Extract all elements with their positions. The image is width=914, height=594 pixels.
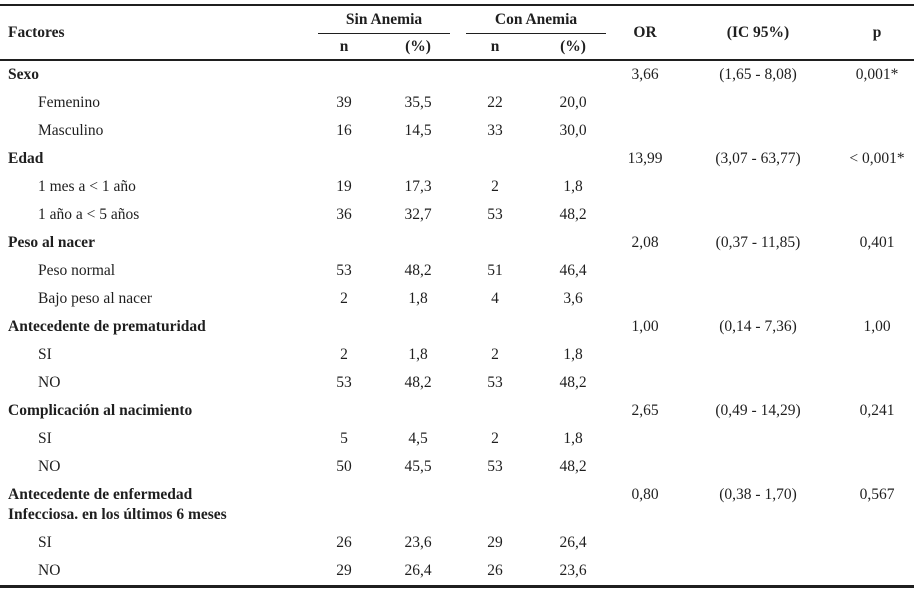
level-label: Femenino bbox=[38, 94, 100, 111]
empty-cell bbox=[840, 425, 914, 453]
empty-cell bbox=[310, 145, 378, 173]
n-value: 5 bbox=[340, 430, 348, 447]
or-value: 0,80 bbox=[631, 486, 659, 503]
empty-cell bbox=[532, 481, 614, 529]
column-header-or: OR bbox=[614, 5, 676, 60]
column-header-pct-sin: (%) bbox=[378, 34, 458, 60]
or-value: 13,99 bbox=[627, 150, 663, 167]
n-value: 4 bbox=[491, 290, 499, 307]
column-header-pct-con: (%) bbox=[532, 34, 614, 60]
empty-cell bbox=[614, 341, 676, 369]
ci-value: (1,65 - 8,08) bbox=[719, 66, 797, 83]
empty-cell bbox=[614, 201, 676, 229]
n-value: 53 bbox=[487, 206, 503, 223]
n-value: 39 bbox=[336, 94, 352, 111]
empty-cell bbox=[378, 229, 458, 257]
level-row bbox=[0, 285, 914, 313]
header-row-groups bbox=[0, 5, 914, 34]
level-row bbox=[0, 529, 914, 557]
n-value: 2 bbox=[491, 346, 499, 363]
empty-cell bbox=[532, 145, 614, 173]
factor-name: Antecedente de enfermedad Infecciosa. en los últimos 6 meses bbox=[8, 486, 227, 523]
empty-cell bbox=[532, 397, 614, 425]
empty-cell bbox=[840, 529, 914, 557]
level-label: 1 año a < 5 años bbox=[38, 206, 140, 223]
pct-value: 14,5 bbox=[404, 122, 432, 139]
column-header-n-sin: n bbox=[310, 34, 378, 60]
empty-cell bbox=[310, 397, 378, 425]
level-label: SI bbox=[38, 346, 52, 363]
factor-name: Complicación al nacimiento bbox=[8, 402, 193, 419]
pct-value: 48,2 bbox=[404, 262, 432, 279]
n-value: 2 bbox=[340, 290, 348, 307]
empty-cell bbox=[676, 173, 840, 201]
p-value: 0,567 bbox=[859, 486, 895, 503]
n-value: 53 bbox=[487, 374, 503, 391]
empty-cell bbox=[840, 341, 914, 369]
ci-value: (0,37 - 11,85) bbox=[715, 234, 801, 251]
pct-value: 1,8 bbox=[408, 290, 428, 307]
pct-value: 20,0 bbox=[559, 94, 587, 111]
n-value: 26 bbox=[487, 562, 503, 579]
pct-value: 1,8 bbox=[563, 178, 583, 195]
factor-name: Sexo bbox=[8, 66, 39, 83]
pct-value: 1,8 bbox=[408, 346, 428, 363]
pct-value: 26,4 bbox=[404, 562, 432, 579]
pct-value: 26,4 bbox=[559, 534, 587, 551]
table-header bbox=[0, 5, 914, 60]
level-row bbox=[0, 369, 914, 397]
factor-row-enfermedad-infecciosa bbox=[0, 481, 914, 529]
level-label: SI bbox=[38, 534, 52, 551]
n-value: 26 bbox=[336, 534, 352, 551]
or-value: 3,66 bbox=[631, 66, 659, 83]
empty-cell bbox=[378, 397, 458, 425]
pct-value: 35,5 bbox=[404, 94, 432, 111]
level-row bbox=[0, 117, 914, 145]
pct-value: 48,2 bbox=[404, 374, 432, 391]
empty-cell bbox=[614, 89, 676, 117]
column-group-con-anemia bbox=[458, 5, 614, 34]
empty-cell bbox=[676, 341, 840, 369]
level-label: Bajo peso al nacer bbox=[38, 290, 153, 307]
p-value: 1,00 bbox=[863, 318, 891, 335]
pct-value: 23,6 bbox=[559, 562, 587, 579]
empty-cell bbox=[458, 60, 532, 89]
pct-value: 46,4 bbox=[559, 262, 587, 279]
column-group-sin-anemia bbox=[310, 5, 458, 34]
empty-cell bbox=[840, 453, 914, 481]
n-value: 29 bbox=[336, 562, 352, 579]
empty-cell bbox=[378, 313, 458, 341]
n-value: 2 bbox=[340, 346, 348, 363]
pct-value: 30,0 bbox=[559, 122, 587, 139]
empty-cell bbox=[840, 557, 914, 587]
pct-value: 1,8 bbox=[563, 430, 583, 447]
ci-value: (0,49 - 14,29) bbox=[715, 402, 801, 419]
pct-value: 45,5 bbox=[404, 458, 432, 475]
risk-factors-table bbox=[0, 4, 914, 588]
n-value: 53 bbox=[487, 458, 503, 475]
empty-cell bbox=[840, 173, 914, 201]
factor-name: Edad bbox=[8, 150, 44, 167]
level-label: NO bbox=[38, 374, 61, 391]
pct-value: 17,3 bbox=[404, 178, 432, 195]
empty-cell bbox=[458, 145, 532, 173]
empty-cell bbox=[676, 557, 840, 587]
column-header-ci: (IC 95%) bbox=[676, 5, 840, 60]
empty-cell bbox=[840, 117, 914, 145]
level-label: Masculino bbox=[38, 122, 104, 139]
pct-value: 48,2 bbox=[559, 374, 587, 391]
n-value: 2 bbox=[491, 178, 499, 195]
empty-cell bbox=[458, 229, 532, 257]
or-value: 2,65 bbox=[631, 402, 659, 419]
empty-cell bbox=[614, 369, 676, 397]
empty-cell bbox=[676, 369, 840, 397]
pct-value: 48,2 bbox=[559, 458, 587, 475]
empty-cell bbox=[614, 557, 676, 587]
empty-cell bbox=[532, 60, 614, 89]
n-value: 2 bbox=[491, 430, 499, 447]
level-row bbox=[0, 425, 914, 453]
level-row bbox=[0, 201, 914, 229]
sin-anemia-label: Sin Anemia bbox=[318, 10, 450, 34]
empty-cell bbox=[676, 201, 840, 229]
empty-cell bbox=[614, 529, 676, 557]
empty-cell bbox=[840, 201, 914, 229]
factor-row-sexo bbox=[0, 60, 914, 89]
p-value: 0,001* bbox=[855, 66, 899, 83]
level-label: 1 mes a < 1 año bbox=[38, 178, 136, 195]
table-body bbox=[0, 60, 914, 587]
factor-row-peso bbox=[0, 229, 914, 257]
factor-row-edad bbox=[0, 145, 914, 173]
empty-cell bbox=[676, 425, 840, 453]
empty-cell bbox=[378, 481, 458, 529]
level-label: Peso normal bbox=[38, 262, 116, 279]
empty-cell bbox=[458, 397, 532, 425]
empty-cell bbox=[614, 173, 676, 201]
con-anemia-label: Con Anemia bbox=[466, 10, 606, 34]
n-value: 36 bbox=[336, 206, 352, 223]
level-row bbox=[0, 173, 914, 201]
empty-cell bbox=[532, 229, 614, 257]
level-row bbox=[0, 341, 914, 369]
empty-cell bbox=[310, 481, 378, 529]
empty-cell bbox=[840, 285, 914, 313]
pct-value: 48,2 bbox=[559, 206, 587, 223]
level-label: NO bbox=[38, 458, 61, 475]
pct-value: 3,6 bbox=[563, 290, 583, 307]
empty-cell bbox=[310, 313, 378, 341]
level-row bbox=[0, 89, 914, 117]
level-label: SI bbox=[38, 430, 52, 447]
n-value: 51 bbox=[487, 262, 503, 279]
empty-cell bbox=[614, 257, 676, 285]
column-header-factores: Factores bbox=[0, 5, 310, 60]
empty-cell bbox=[532, 313, 614, 341]
empty-cell bbox=[676, 453, 840, 481]
pct-value: 1,8 bbox=[563, 346, 583, 363]
empty-cell bbox=[676, 117, 840, 145]
empty-cell bbox=[310, 229, 378, 257]
empty-cell bbox=[378, 145, 458, 173]
or-value: 2,08 bbox=[631, 234, 659, 251]
factor-name: Peso al nacer bbox=[8, 234, 95, 251]
n-value: 53 bbox=[336, 374, 352, 391]
column-header-p: p bbox=[840, 5, 914, 60]
level-row bbox=[0, 453, 914, 481]
p-value: 0,401 bbox=[859, 234, 895, 251]
empty-cell bbox=[676, 89, 840, 117]
empty-cell bbox=[614, 453, 676, 481]
p-value: 0,241 bbox=[859, 402, 895, 419]
n-value: 19 bbox=[336, 178, 352, 195]
empty-cell bbox=[614, 285, 676, 313]
n-value: 22 bbox=[487, 94, 503, 111]
factor-name: Antecedente de prematuridad bbox=[8, 318, 206, 335]
empty-cell bbox=[676, 257, 840, 285]
empty-cell bbox=[840, 369, 914, 397]
or-value: 1,00 bbox=[631, 318, 659, 335]
n-value: 16 bbox=[336, 122, 352, 139]
factor-row-complicacion bbox=[0, 397, 914, 425]
p-value: < 0,001* bbox=[849, 150, 905, 167]
empty-cell bbox=[840, 257, 914, 285]
pct-value: 32,7 bbox=[404, 206, 432, 223]
level-row bbox=[0, 557, 914, 587]
n-value: 33 bbox=[487, 122, 503, 139]
level-label: NO bbox=[38, 562, 61, 579]
n-value: 50 bbox=[336, 458, 352, 475]
empty-cell bbox=[458, 481, 532, 529]
pct-value: 23,6 bbox=[404, 534, 432, 551]
empty-cell bbox=[614, 117, 676, 145]
ci-value: (3,07 - 63,77) bbox=[715, 150, 801, 167]
pct-value: 4,5 bbox=[408, 430, 428, 447]
ci-value: (0,38 - 1,70) bbox=[719, 486, 797, 503]
level-row bbox=[0, 257, 914, 285]
factor-row-prematuridad bbox=[0, 313, 914, 341]
ci-value: (0,14 - 7,36) bbox=[719, 318, 797, 335]
column-header-n-con: n bbox=[458, 34, 532, 60]
empty-cell bbox=[458, 313, 532, 341]
n-value: 53 bbox=[336, 262, 352, 279]
n-value: 29 bbox=[487, 534, 503, 551]
empty-cell bbox=[676, 529, 840, 557]
empty-cell bbox=[378, 60, 458, 89]
empty-cell bbox=[614, 425, 676, 453]
empty-cell bbox=[310, 60, 378, 89]
empty-cell bbox=[840, 89, 914, 117]
empty-cell bbox=[676, 285, 840, 313]
